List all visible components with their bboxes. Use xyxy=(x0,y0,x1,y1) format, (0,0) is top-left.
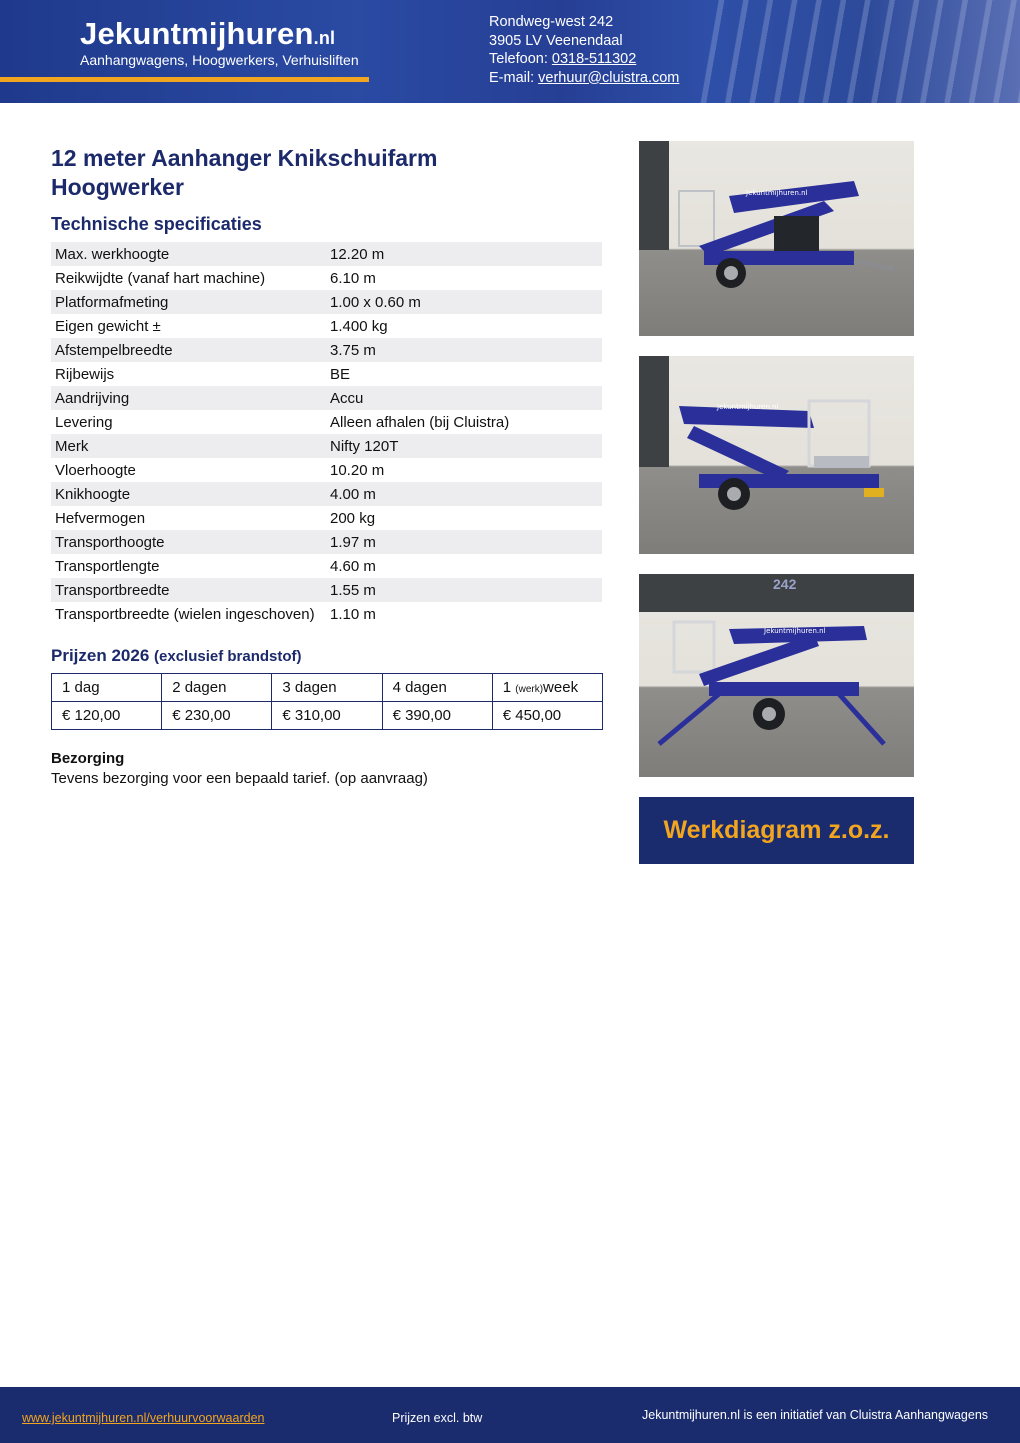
phone-label: Telefoon: xyxy=(489,51,552,67)
spec-value: Nifty 120T xyxy=(326,434,602,458)
spec-value: 1.97 m xyxy=(326,530,602,554)
week-suffix: week xyxy=(543,679,579,696)
rental-terms-link[interactable]: www.jekuntmijhuren.nl/verhuurvoorwaarden xyxy=(22,1411,265,1425)
spec-value: 3.75 m xyxy=(326,338,602,362)
spec-row xyxy=(51,266,602,290)
machine-illustration-3 xyxy=(639,574,914,777)
page-title: 12 meter Aanhanger Knikschuifarm Hoogwerker xyxy=(51,145,438,200)
spec-row xyxy=(51,458,602,482)
delivery-text: Tevens bezorging voor een bepaald tarief. (op aanvraag) xyxy=(51,770,428,787)
contact-block xyxy=(489,13,679,87)
machine-illustration-1 xyxy=(639,141,914,336)
spec-row xyxy=(51,338,602,362)
phone-link[interactable]: 0318-511302 xyxy=(551,51,637,67)
spec-label: Transportlengte xyxy=(55,557,160,575)
photo-3-number: 242 xyxy=(773,576,797,592)
price-value-1dag: € 120,00 xyxy=(52,702,162,730)
prices-note: (exclusief brandstof) xyxy=(154,648,302,665)
email-line xyxy=(489,69,679,88)
phone-line xyxy=(489,50,679,69)
prices-title-text: Prijzen 2026 xyxy=(51,646,150,665)
page-footer xyxy=(0,1387,1020,1443)
spec-row xyxy=(51,554,602,578)
price-value-3dagen: € 310,00 xyxy=(272,702,382,730)
week-prefix: 1 xyxy=(502,679,516,696)
photo-1-label: Jekuntmijhuren.nl xyxy=(746,189,808,197)
spec-label: Rijbewijs xyxy=(55,365,115,383)
spec-row xyxy=(51,482,602,506)
footer-price-note: Prijzen excl. btw xyxy=(392,1411,483,1425)
product-photo-2 xyxy=(639,356,914,554)
spec-value: Accu xyxy=(326,386,602,410)
price-value-2dagen: € 230,00 xyxy=(162,702,272,730)
spec-label: Merk xyxy=(51,434,326,458)
machine-illustration-2 xyxy=(639,356,914,554)
price-header-1dag: 1 dag xyxy=(52,674,162,702)
spec-label: Hefvermogen xyxy=(55,509,146,527)
price-header-2dagen: 2 dagen xyxy=(162,674,272,702)
price-header-4dagen: 4 dagen xyxy=(382,674,492,702)
product-photo-1 xyxy=(639,141,914,336)
delivery-title: Bezorging xyxy=(51,750,125,767)
spec-value: 1.55 m xyxy=(326,578,602,602)
spec-row xyxy=(51,434,602,458)
brand-tld: .nl xyxy=(313,28,336,48)
page-header xyxy=(0,0,1020,103)
price-value-row xyxy=(52,702,603,730)
photo-2-label: Jekuntmijhuren.nl xyxy=(717,403,779,411)
email-link[interactable]: verhuur@cluistra.com xyxy=(538,69,680,86)
spec-value: 1.400 kg xyxy=(330,317,388,335)
brand-tagline: Aanhangwagens, Hoogwerkers, Verhuisliften xyxy=(80,52,359,68)
spec-row xyxy=(51,242,602,266)
spec-value: 10.20 m xyxy=(330,461,385,479)
brand-name: Jekuntmijhuren xyxy=(80,16,314,51)
logo-accent-bar xyxy=(0,77,369,82)
price-header-row xyxy=(52,674,603,702)
photo-3-label: Jekuntmijhuren.nl xyxy=(764,627,826,635)
week-small: (werk) xyxy=(515,684,544,695)
spec-value: 6.10 m xyxy=(330,269,376,287)
header-photo-strip xyxy=(700,0,1020,103)
spec-label: Knikhoogte xyxy=(51,482,326,506)
product-photo-3 xyxy=(639,574,914,777)
price-header-week xyxy=(492,674,602,702)
spec-label: Eigen gewicht ± xyxy=(55,317,161,335)
price-table xyxy=(51,673,603,730)
spec-row xyxy=(51,530,602,554)
spec-value: 1.00 x 0.60 m xyxy=(326,290,602,314)
price-value-4dagen: € 390,00 xyxy=(382,702,492,730)
prices-title xyxy=(51,646,302,666)
spec-label: Vloerhoogte xyxy=(55,461,136,479)
spec-row xyxy=(51,314,602,338)
spec-value: 200 kg xyxy=(330,509,376,527)
spec-label: Afstempelbreedte xyxy=(51,338,326,362)
spec-label: Max. werkhoogte xyxy=(51,242,326,266)
specs-title: Technische specificaties xyxy=(51,214,262,234)
address-line-1: Rondweg-west 242 xyxy=(489,14,614,30)
spec-row xyxy=(51,602,602,626)
specs-table xyxy=(51,242,602,626)
brand-logo[interactable] xyxy=(80,16,335,52)
spec-label: Transportbreedte (wielen ingeschoven) xyxy=(55,605,315,623)
spec-label: Levering xyxy=(55,413,113,431)
spec-row xyxy=(51,506,602,530)
spec-label: Transporthoogte xyxy=(51,530,326,554)
email-label: E-mail: xyxy=(489,69,539,86)
spec-value: 4.60 m xyxy=(330,557,376,575)
spec-label: Transportbreedte xyxy=(51,578,326,602)
spec-label: Platformafmeting xyxy=(51,290,326,314)
spec-row xyxy=(51,386,602,410)
spec-label: Aandrijving xyxy=(51,386,326,410)
spec-value: Alleen afhalen (bij Cluistra) xyxy=(330,413,510,431)
address-line-2: 3905 LV Veenendaal xyxy=(489,32,623,49)
price-header-3dagen: 3 dagen xyxy=(272,674,382,702)
spec-value: 1.10 m xyxy=(330,605,376,623)
spec-row xyxy=(51,578,602,602)
footer-initiative: Jekuntmijhuren.nl is een initiatief van Cluistra Aanhangwagens xyxy=(642,1408,989,1422)
price-value-week: € 450,00 xyxy=(492,702,602,730)
spec-value: BE xyxy=(330,365,351,383)
spec-row xyxy=(51,290,602,314)
spec-label: Reikwijdte (vanaf hart machine) xyxy=(55,269,266,287)
spec-value: 4.00 m xyxy=(326,482,602,506)
werkdiagram-button[interactable]: Werkdiagram z.o.z. xyxy=(639,797,914,864)
spec-value: 12.20 m xyxy=(326,242,602,266)
spec-row xyxy=(51,410,602,434)
spec-row xyxy=(51,362,602,386)
